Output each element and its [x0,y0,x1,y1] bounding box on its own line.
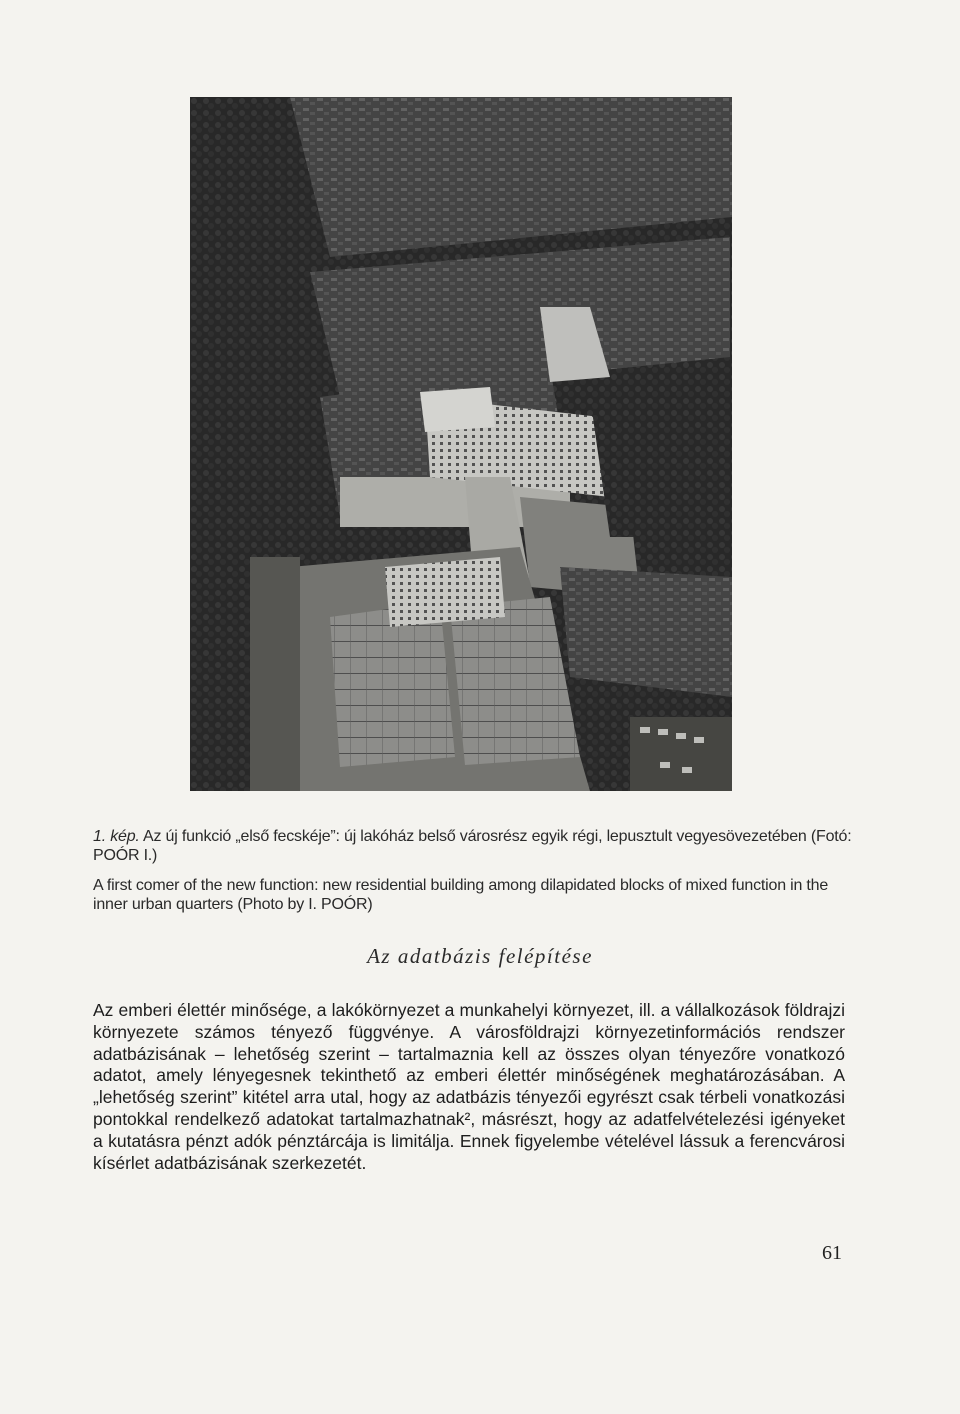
aerial-photo [190,97,732,791]
caption-hungarian-text: Az új funkció „első fecskéje”: új lakóház belső városrész egyik régi, lepusztult vegyesövezetében (Fotó: POÓR I.) [93,828,852,864]
figure-reference: 1. kép. [93,828,140,845]
figure-caption-english: A first comer of the new function: new residential building among dilapidated blocks of mixed function in the inner urban quarters (Photo by I. POÓR) [93,877,829,913]
body-text [93,1000,845,1174]
aerial-photo-graphic [190,97,732,791]
page-number: 61 [822,1242,842,1264]
section-title: Az adatbázis felépítése [367,944,593,968]
figure-caption-hungarian [93,827,863,865]
body-paragraph: Az emberi élettér minősége, a lakókörnyezet a munkahelyi környezet, ill. a vállalkozások földrajzi környezete számos tényező függvénye. A városföldrajzi környezetinformációs rendszer adatbázisának – lehetőség szerint – tartalmaznia kell az összes olyan tényezőre vonatkozó adatot, amely lényegesnek tekinthető az emberi élettér minőségének meghatározásában. A „lehetőség szerint” kitétel arra utal, hogy az adatbázis tényezői egyrészt csak térbeli vonatkozási pontokkal rendelkező adatokat tartalmazhatnak², másrészt, hogy az adatfelvételezési igényeket a kutatásra pénzt adók pénztárcája is limitálja. Ennek figyelembe vételével lássuk a ferencvárosi kísérlet adatbázisának szerkezetét. [93,1000,845,1173]
